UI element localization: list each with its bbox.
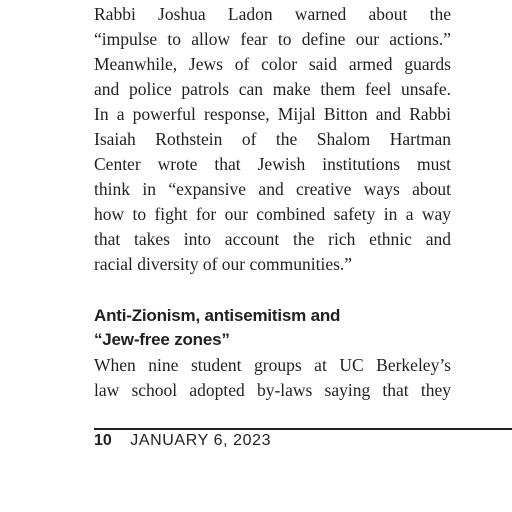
body-line: and police patrols can make them feel unsafe.: [94, 79, 451, 99]
body-line: “impulse to allow fear to define our actions.”: [94, 29, 451, 49]
body-line: think in “expansive and creative ways about: [94, 179, 451, 199]
body-line: that takes into account the rich ethnic and: [94, 229, 451, 249]
body-line-last: racial diversity of our communities.”: [94, 254, 353, 274]
section-heading: “Jew-free zones”: [94, 330, 230, 349]
issue-date: JANUARY 6, 2023: [130, 432, 272, 449]
body-line: law school adopted by-laws saying that they: [94, 380, 451, 400]
body-line: In a powerful response, Mijal Bitton and Rabbi: [94, 104, 451, 124]
page-number: 10: [94, 432, 112, 449]
body-line: Center wrote that Jewish institutions must: [94, 154, 451, 174]
body-line: Rabbi Joshua Ladon warned about the: [94, 4, 451, 24]
section-heading: Anti-Zionism, antisemitism and: [94, 306, 341, 325]
page-footer: [94, 431, 271, 451]
footer-rule: [94, 428, 512, 430]
body-line: how to fight for our combined safety in a way: [94, 204, 451, 224]
body-line: Isaiah Rothstein of the Shalom Hartman: [94, 129, 451, 149]
body-line: Meanwhile, Jews of color said armed guards: [94, 54, 451, 74]
body-line: When nine student groups at UC Berkeley’s: [94, 355, 451, 375]
